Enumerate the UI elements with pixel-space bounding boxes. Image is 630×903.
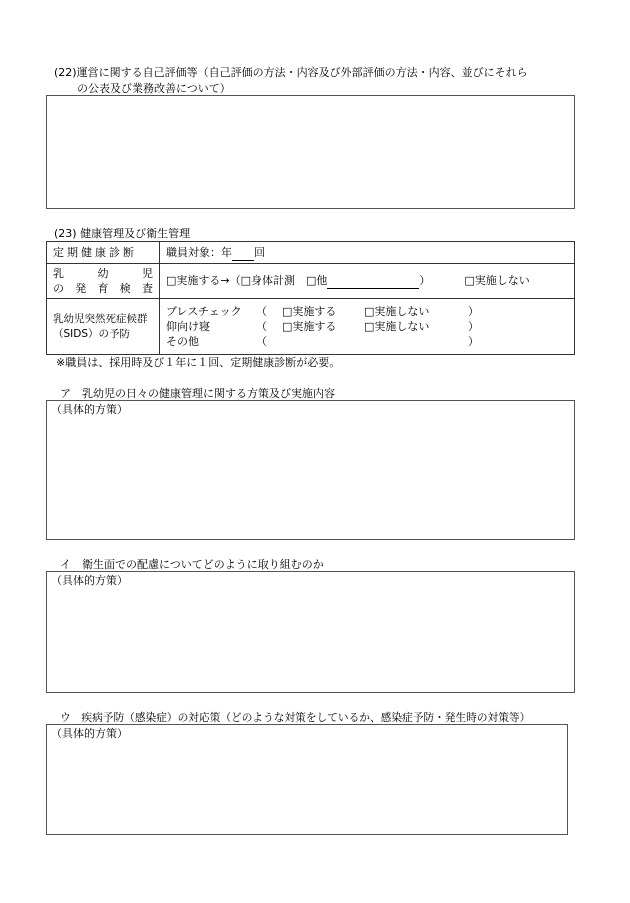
- checkup-note: ※職員は、採用時及び１年に１回、定期健康診断が必要。: [56, 356, 341, 369]
- sids-option-do[interactable]: □実施する: [282, 320, 337, 333]
- sids-label: [47, 299, 160, 355]
- sids-options: [160, 299, 575, 355]
- label-char: 検: [119, 282, 131, 295]
- growth-check-option-do[interactable]: □実施する→（□身体計測 □他: [166, 274, 328, 287]
- subsection-i-box-label: （具体的方策）: [51, 574, 128, 587]
- sids-open-paren: （: [256, 335, 267, 348]
- sids-close-paren: ）: [468, 335, 479, 348]
- sids-close-paren: ）: [468, 320, 479, 333]
- growth-check-label: [47, 264, 160, 299]
- section-22-heading-line2: の公表及び業務改善について）: [77, 82, 231, 95]
- section-23-heading: (23) 健康管理及び衛生管理: [54, 227, 191, 240]
- label-char: 幼: [97, 267, 109, 280]
- sids-line-breath-check: [166, 304, 568, 319]
- label-char: 児: [142, 267, 153, 280]
- growth-check-option-not[interactable]: □実施しない: [464, 274, 530, 287]
- table-row-sids: [47, 299, 575, 355]
- checkups-per-year-field[interactable]: [232, 245, 254, 261]
- table-row-growth-check: [47, 264, 575, 299]
- growth-check-close-paren: ）: [419, 274, 431, 287]
- sids-label-line1: 乳幼児突然死症候群: [53, 312, 148, 325]
- subsection-i-heading: イ 衛生面での配慮についてどのように取り組むのか: [60, 558, 324, 571]
- subsection-u-heading: ウ 疾病予防（感染症）の対応策（どのような対策をしているか、感染症予防・発生時の対策等）: [60, 711, 531, 724]
- regular-checkup-label-text: 定期健康診断: [53, 246, 137, 259]
- sids-item: 仰向け寝: [166, 320, 210, 333]
- sids-open-paren: （: [256, 320, 267, 333]
- subsection-i-answer-box[interactable]: [46, 571, 575, 693]
- regular-checkup-value: [160, 242, 575, 264]
- sids-item: その他: [166, 335, 199, 348]
- sids-open-paren: （: [256, 305, 267, 318]
- growth-check-options: [160, 264, 575, 299]
- growth-check-other-field[interactable]: [327, 273, 419, 289]
- subsection-a-heading: ア 乳幼児の日々の健康管理に関する方策及び実施内容: [60, 387, 335, 400]
- sids-option-do[interactable]: □実施する: [282, 305, 337, 318]
- subsection-u-box-label: （具体的方策）: [51, 727, 128, 740]
- section-22-heading-line1: (22)運営に関する自己評価等（自己評価の方法・内容及び外部評価の方法・内容、並びにそれら: [54, 66, 528, 79]
- subsection-u-answer-box[interactable]: [46, 724, 568, 835]
- health-management-table: [46, 241, 575, 355]
- table-row-regular-checkup: [47, 242, 575, 264]
- sids-line-other: [166, 334, 568, 349]
- regular-checkup-label: [47, 242, 160, 264]
- sids-close-paren: ）: [468, 305, 479, 318]
- subsection-a-answer-box[interactable]: [46, 400, 575, 540]
- sids-line-supine: [166, 319, 568, 334]
- section-22-answer-box[interactable]: [46, 95, 575, 209]
- label-char: 査: [142, 282, 153, 295]
- label-char: 育: [97, 282, 109, 295]
- sids-option-not[interactable]: □実施しない: [364, 305, 430, 318]
- sids-option-not[interactable]: □実施しない: [364, 320, 430, 333]
- sids-label-line2: （SIDS）の予防: [53, 327, 131, 340]
- subsection-a-box-label: （具体的方策）: [51, 403, 128, 416]
- sids-other-field[interactable]: [282, 334, 468, 349]
- label-char: の: [53, 282, 64, 295]
- staff-target-suffix: 回: [254, 245, 265, 259]
- label-char: 発: [75, 282, 87, 295]
- growth-check-label-line2: [53, 281, 153, 296]
- sids-item: ブレスチェック: [166, 305, 242, 318]
- growth-check-label-line1: [53, 266, 153, 281]
- label-char: 乳: [53, 267, 64, 280]
- staff-target-prefix: 職員対象：年: [166, 245, 232, 259]
